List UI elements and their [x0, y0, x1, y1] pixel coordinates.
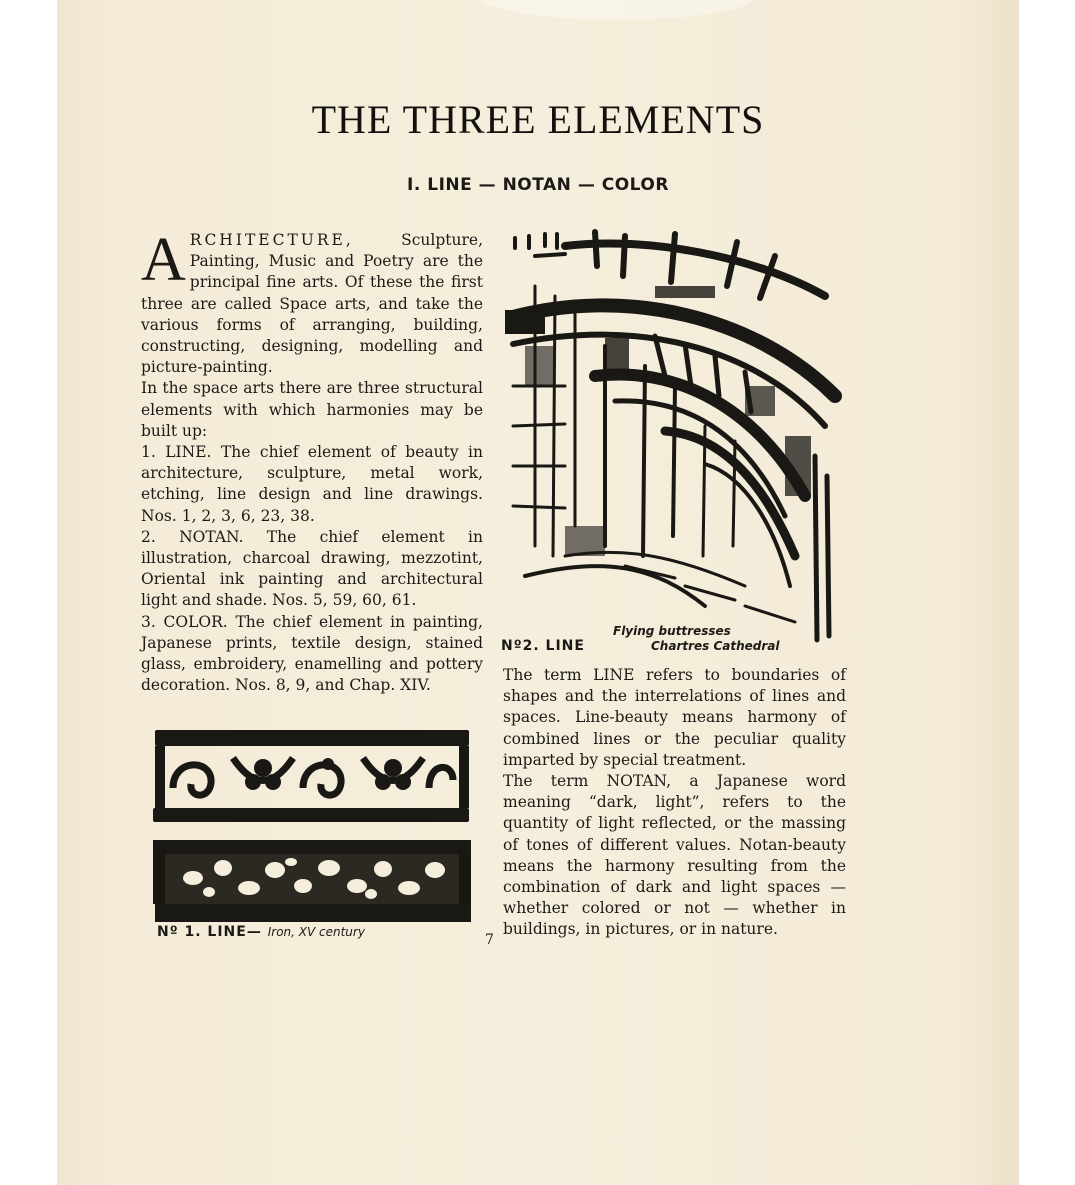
item-notan: 2. NOTAN. The chief element in illustration, charcoal drawing, mezzotint, Oriental ink painting and architectural light and shade. Nos. 5, 59, 60, 61.	[141, 527, 483, 610]
section-heading: I. LINE — NOTAN — COLOR	[407, 175, 669, 195]
item-line: 1. LINE. The chief element of beauty in architecture, sculpture, metal work, etching, line design and line drawings. Nos. 1, 2, 3, 6, 23, 38.	[141, 443, 483, 525]
book-page	[57, 0, 1019, 1185]
figure-2-note-line2: Chartres Cathedral	[651, 639, 780, 653]
drop-cap: A	[141, 226, 186, 294]
page-title: THE THREE ELEMENTS	[311, 97, 765, 142]
item-color: 3. COLOR. The chief element in painting, Japanese prints, textile design, stained glass, embroidery, enamelling and pottery decoration. Nos. 8, 9, and Chap. XIV.	[141, 612, 483, 695]
figure-2-note	[613, 624, 780, 654]
page-number: 7	[485, 932, 494, 948]
intro-smallcaps: RCHITECTURE,	[189, 231, 354, 249]
flying-buttresses-illustration	[505, 226, 845, 644]
figure-2-label: Nº2. LINE	[501, 638, 585, 654]
figure-1-caption	[157, 924, 365, 940]
right-column	[503, 665, 846, 941]
figure-1-note: Iron, XV century	[267, 925, 365, 939]
figure-2-caption	[501, 638, 585, 654]
intro-text: Sculpture, Painting, Music and Poetry are the principal fine arts. Of these the first three are called Space arts, and take the various forms of arranging, building, constructing, designing, modelling and picture-painting.	[141, 231, 483, 377]
left-column	[141, 226, 483, 696]
line-definition-paragraph: The term LINE refers to boundaries of shapes and the interrelations of lines and spaces. Line-beauty means harmony of combined lines or the peculiar quality imparted by special treatment.	[503, 666, 846, 769]
intro-paragraph	[141, 226, 483, 378]
notan-definition-paragraph: The term NOTAN, a Japanese word meaning “dark, light”, refers to the quantity of light reflected, or the massing of tones of different values. Notan-beauty means the harmony resulting from the combination of dark and light spaces — whether colored or not — whether in buildings, in pictures, or in nature.	[503, 772, 846, 939]
figure-1-label: Nº 1. LINE—	[157, 924, 262, 940]
iron-ornament-illustration	[153, 728, 471, 924]
figure-2-note-line1: Flying buttresses	[613, 624, 731, 638]
structural-elements-paragraph: In the space arts there are three structural elements with which harmonies may be built up:	[141, 379, 483, 440]
